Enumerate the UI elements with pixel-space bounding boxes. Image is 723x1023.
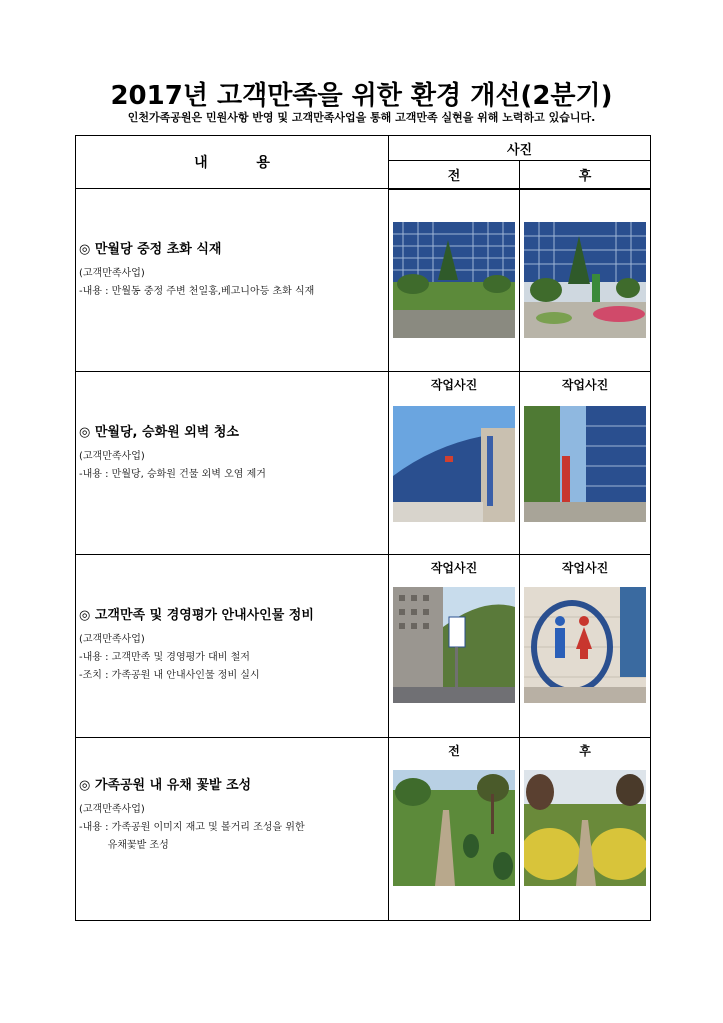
- page-subtitle: 인천가족공원은 민원사항 반영 및 고객만족사업을 통해 고객만족 실현을 위해 노력하고 있습니다.: [127, 111, 596, 124]
- photo-before-cell: [389, 555, 520, 738]
- content-cell: [76, 555, 389, 738]
- item-line: -내용 : 가족공원 이미지 재고 및 볼거리 조성을 위한: [79, 822, 305, 833]
- photo-caption: 작업사진: [430, 561, 478, 575]
- item-title: ◎ 만월당, 승화원 외벽 청소: [79, 425, 239, 440]
- photo-after-cell: [520, 738, 651, 921]
- content-cell: [76, 738, 389, 921]
- photo-wall-cleaning-1: [393, 406, 515, 522]
- item-category: (고객만족사업): [79, 268, 145, 279]
- photo-caption: 작업사진: [561, 378, 609, 392]
- item-title: ◎ 가족공원 내 유채 꽃밭 조성: [79, 778, 252, 793]
- content-cell: [76, 372, 389, 555]
- photo-before-cell: [389, 738, 520, 921]
- header-photo: 사진: [389, 136, 651, 161]
- table-row: [76, 555, 651, 738]
- item-line: -내용 : 만월동 중정 주변 천일홍,베고니아등 초화 식재: [79, 286, 315, 297]
- photo-caption: 전: [448, 744, 460, 758]
- photo-caption: 후: [579, 744, 591, 758]
- photo-courtyard-after: [524, 222, 646, 338]
- photo-sign-2: [524, 587, 646, 703]
- header-before: 전: [389, 161, 520, 189]
- item-category: (고객만족사업): [79, 634, 145, 645]
- table-row: [76, 189, 651, 372]
- photo-after-cell: [520, 555, 651, 738]
- photo-field-before: [393, 770, 515, 886]
- table-row: [76, 372, 651, 555]
- item-line: -내용 : 고객만족 및 경영평가 대비 철저: [79, 652, 250, 663]
- photo-courtyard-before: [393, 222, 515, 338]
- item-category: (고객만족사업): [79, 804, 145, 815]
- photo-before-cell: [389, 372, 520, 555]
- photo-after-cell: [520, 372, 651, 555]
- item-line: -내용 : 만월당, 승화원 건물 외벽 오염 제거: [79, 469, 266, 480]
- item-category: (고객만족사업): [79, 451, 145, 462]
- photo-caption: 작업사진: [561, 561, 609, 575]
- photo-field-after: [524, 770, 646, 886]
- photo-before-cell: [389, 189, 520, 372]
- item-line: 유채꽃밭 조성: [79, 840, 169, 851]
- table-row: [76, 738, 651, 921]
- header-after: 후: [520, 161, 651, 189]
- photo-wall-cleaning-2: [524, 406, 646, 522]
- item-line: -조치 : 가족공원 내 안내사인물 정비 실시: [79, 670, 260, 681]
- photo-sign-1: [393, 587, 515, 703]
- photo-after-cell: [520, 189, 651, 372]
- improvement-table: [75, 135, 651, 921]
- item-title: ◎ 만월당 중정 초화 식재: [79, 242, 222, 257]
- photo-caption: 작업사진: [430, 378, 478, 392]
- page-title: 2017년 고객만족을 위한 환경 개선(2분기): [110, 81, 613, 111]
- item-title: ◎ 고객만족 및 경영평가 안내사인물 정비: [79, 608, 314, 623]
- content-cell: [76, 189, 389, 372]
- header-content: 내 용: [76, 136, 389, 189]
